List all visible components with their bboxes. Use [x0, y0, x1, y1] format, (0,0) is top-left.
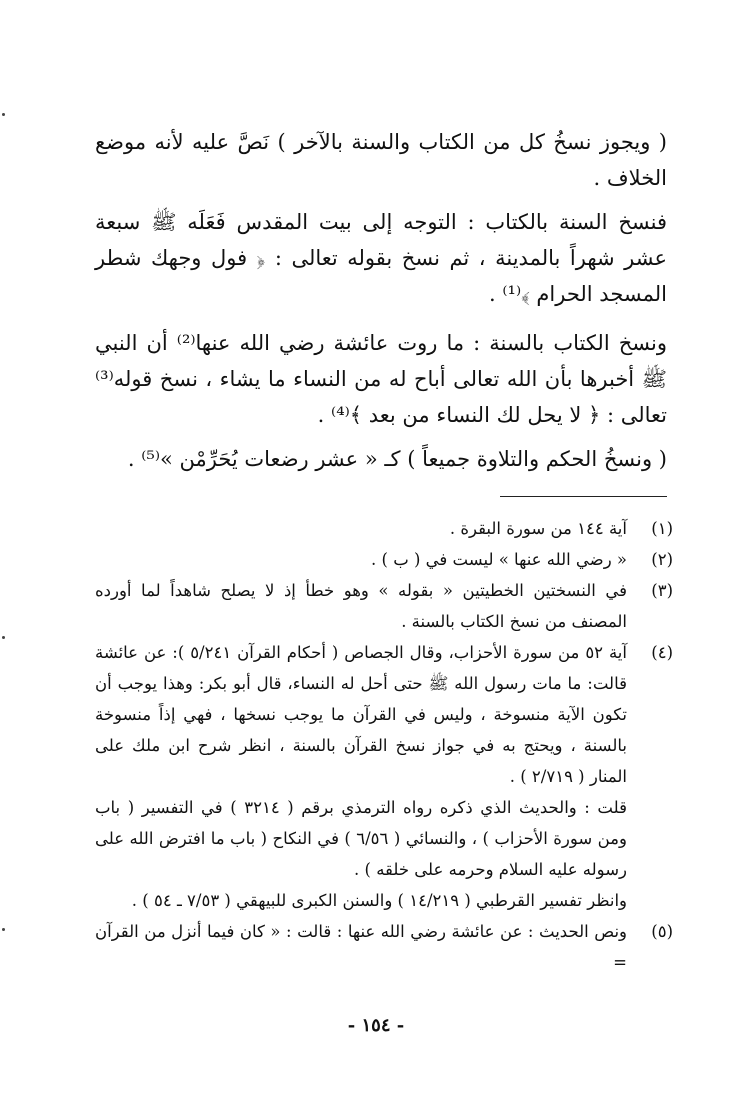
footnote-text: ونص الحديث : عن عائشة رضي الله عنها : قالت : « كان فيما أنزل من القرآن =: [95, 922, 627, 972]
footnote-1: [95, 513, 673, 544]
paragraph-4: ( ونسخُ الحكم والتلاوة جميعاً ) كـ « عشر رضعات يُحَرِّمْن »⁽⁵⁾ .: [127, 447, 667, 471]
footnote-3: [95, 575, 673, 637]
footnote-text: آية ١٤٤ من سورة البقرة .: [449, 519, 627, 538]
footnote-number: (٥): [651, 922, 673, 941]
paragraph-2: فنسخ السنة بالكتاب : التوجه إلى بيت المقدس فَعَلَه ﷺ سبعة عشر شهراً بالمدينة ، ثم نسخ بقوله تعالى : ﴿ فول وجهك شطر المسجد الحرام ﴾⁽¹⁾ .: [95, 210, 667, 306]
footnote-number: (١): [651, 519, 673, 538]
scan-speck: [2, 928, 5, 931]
footnote-4: [95, 637, 673, 916]
footnote-5: [95, 916, 673, 978]
footnote-text: « رضي الله عنها » ليست في ( ب ) .: [371, 550, 627, 569]
paragraph-3: ونسخ الكتاب بالسنة : ما روت عائشة رضي الله عنها⁽²⁾ أن النبي ﷺ أخبرها بأن الله تعالى أباح له من النساء ما يشاء ، نسخ قوله⁽³⁾ تعالى : ﴿ لا يحل لك النساء من بعد ﴾⁽⁴⁾ .: [95, 331, 667, 427]
scan-speck: [2, 636, 5, 639]
footnote-body: [95, 637, 627, 916]
footnote-number: (٤): [651, 643, 673, 662]
footnotes: [95, 513, 673, 978]
footnote-text: آية ٥٢ من سورة الأحزاب، وقال الجصاص ( أحكام القرآن ٥/٢٤١ ): عن عائشة قالت: ما مات رسول الله ﷺ حتى أحل له النساء، قال أبو بكر: وهذا يوجب أن تكون الآية منسوخة ، وليس في القرآن ما يوجب نسخها ، فهي إذاً منسوخة بالسنة ، ويحتج به في جواز نسخ القرآن بالسنة ، انظر شرح ابن ملك على المنار ( ٢/٧١٩ ) .: [95, 643, 627, 786]
footnote-number: (٢): [651, 550, 673, 569]
footnote-continuation: قلت : والحديث الذي ذكره رواه الترمذي برقم ( ٣٢١٤ ) في التفسير ( باب ومن سورة الأحزاب ) ، والنسائي ( ٦/٥٦ ) في النكاح ( باب ما افترض الله على رسوله عليه السلام وحرمه على خلقه ) .: [95, 798, 627, 879]
footnote-number: (٣): [651, 581, 673, 600]
page-number: - ١٥٤ -: [347, 1015, 405, 1036]
footnote-text: في النسختين الخطيتين « بقوله » وهو خطأ إذ لا يصلح شاهداً لما أورده المصنف من نسخ الكتاب بالسنة .: [95, 581, 627, 631]
main-text: [95, 124, 667, 490]
footnote-continuation: وانظر تفسير القرطبي ( ١٤/٢١٩ ) والسنن الكبرى للبيهقي ( ٧/٥٣ ـ ٥٤ ) .: [131, 891, 627, 910]
paragraph-1: ( ويجوز نسخُ كل من الكتاب والسنة بالآخر ) نَصَّ عليه لأنه موضع الخلاف .: [95, 130, 667, 190]
footnote-separator: [500, 496, 667, 497]
scan-speck: [2, 113, 5, 116]
footnote-2: [95, 544, 673, 575]
